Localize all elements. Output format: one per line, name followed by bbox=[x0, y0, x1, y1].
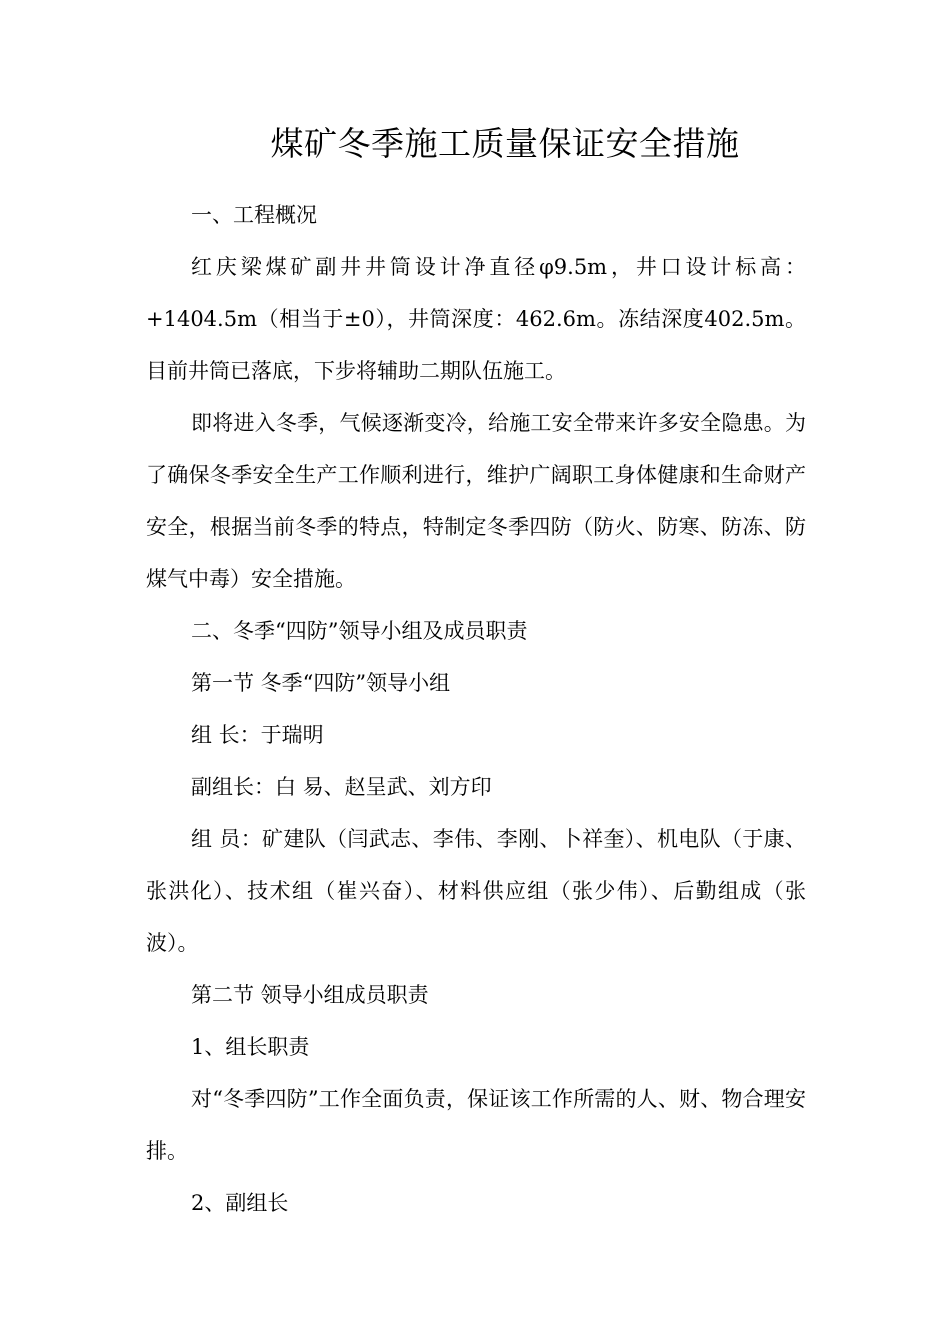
group-members-line: 组 员：矿建队（闫武志、李伟、李刚、卜祥奎）、机电队（于康、张洪化）、技术组（崔兴奋）、材料供应组（张少伟）、后勤组成（张 波）。 bbox=[146, 827, 806, 955]
paragraph-winter-safety-intro: 即将进入冬季，气候逐渐变冷，给施工安全带来许多安全隐患。为了确保冬季安全生产工作顺利进行，维护广阔职工身体健康和生命财产安全，根据当前冬季的特点，特制定冬季四防（防火、防寒、防冻、防煤气中毒）安全措施。 bbox=[146, 411, 806, 591]
paragraph-project-overview: 红庆梁煤矿副井井筒设计净直径φ9.5m，井口设计标高：+1404.5m（相当于±0），井筒深度：462.6m。冻结深度402.5m。目前井筒已落底，下步将辅助二期队伍施工。 bbox=[146, 255, 806, 383]
list-heading-leader-duties: 1、组长职责 bbox=[191, 1035, 310, 1059]
subsection-heading-member-duties: 第二节 领导小组成员职责 bbox=[191, 983, 429, 1007]
document-title: 煤矿冬季施工质量保证安全措施 bbox=[270, 124, 740, 163]
section-heading-leadership-group: 二、冬季“四防”领导小组及成员职责 bbox=[191, 619, 528, 643]
deputy-leader-line: 副组长：白 易、赵呈武、刘方印 bbox=[191, 775, 492, 799]
list-heading-deputy-leader: 2、副组长 bbox=[191, 1191, 289, 1215]
group-leader-line: 组 长：于瑞明 bbox=[191, 723, 324, 747]
section-heading-overview: 一、工程概况 bbox=[191, 203, 317, 227]
subsection-heading-leadership-group: 第一节 冬季“四防”领导小组 bbox=[191, 671, 451, 695]
document-body bbox=[146, 189, 806, 1229]
paragraph-leader-duties: 对“冬季四防”工作全面负责，保证该工作所需的人、财、物合理安排。 bbox=[146, 1087, 806, 1163]
